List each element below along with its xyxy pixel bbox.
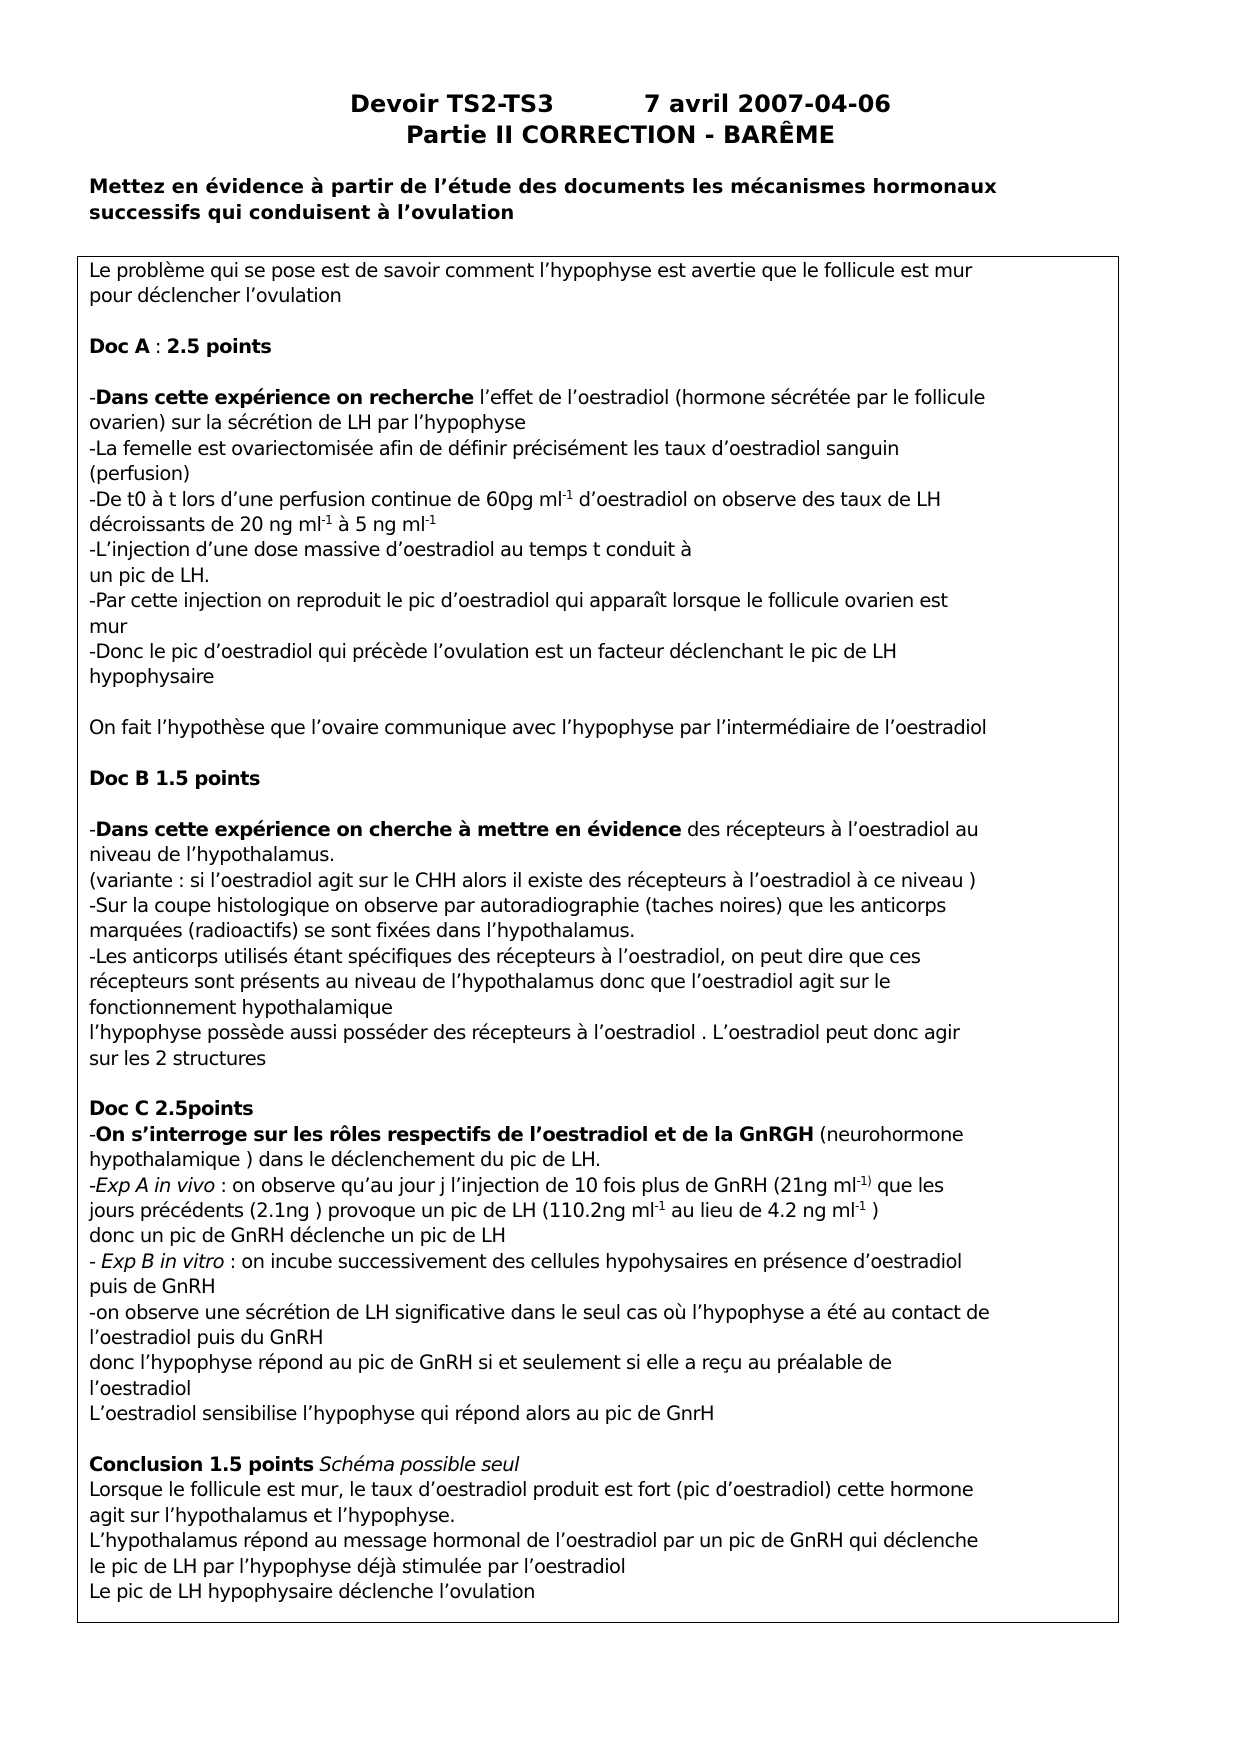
text-line: L’oestradiol sensibilise l’hypophyse qui répond alors au pic de GnrH — [89, 1402, 715, 1426]
text-line: ovarien) sur la sécrétion de LH par l’hypophyse — [89, 411, 526, 435]
section-heading: Doc C 2.5points — [89, 1097, 254, 1121]
text-line: donc un pic de GnRH déclenche un pic de LH — [89, 1224, 506, 1248]
text-line: un pic de LH. — [89, 563, 210, 587]
answer-content — [89, 258, 1119, 1604]
intro-section — [89, 258, 1119, 309]
text-line: -Par cette injection on reproduit le pic d’oestradiol qui apparaît lorsque le follicule ovarien est — [89, 589, 948, 613]
text-line: -Exp A in vivo : on observe qu’au jour j l’injection de 10 fois plus de GnRH (21ng $ml^{-1)}$ que les — [89, 1173, 944, 1197]
text-line: l’hypophyse possède aussi posséder des récepteurs à l’oestradiol . L’oestradiol peut donc agir — [89, 1021, 960, 1045]
section-heading: Doc A : 2.5 points — [89, 335, 272, 359]
text-line: (perfusion) — [89, 462, 190, 486]
document-title — [0, 89, 1241, 119]
text-line: décroissants de 20 ng $ml^{-1}$ à 5 ng $ml^{-1}$ — [89, 513, 436, 537]
text-line: -Dans cette expérience on cherche à mettre en évidence des récepteurs à l’oestradiol au — [89, 817, 979, 841]
text-line: hypophysaire — [89, 665, 214, 689]
text-line: niveau de l’hypothalamus. — [89, 843, 335, 867]
section-heading: Doc B 1.5 points — [89, 767, 260, 791]
doc-a-section — [89, 334, 1119, 740]
text-line: l’oestradiol — [89, 1376, 191, 1400]
text-line: -La femelle est ovariectomisée afin de définir précisément les taux d’oestradiol sanguin — [89, 436, 899, 460]
text-line: L’hypothalamus répond au message hormonal de l’oestradiol par un pic de GnRH qui déclenche — [89, 1529, 978, 1553]
text-line: -Sur la coupe histologique on observe par autoradiographie (taches noires) que les anticorps — [89, 894, 946, 918]
text-line: -On s’interroge sur les rôles respectifs de l’oestradiol et de la GnRGH (neurohormone — [89, 1122, 964, 1146]
hypothesis-line: On fait l’hypothèse que l’ovaire communique avec l’hypophyse par l’intermédiaire de l’oestradiol — [89, 716, 987, 740]
text-line: -De t0 à t lors d’une perfusion continue de 60pg $ml^{-1}$ d’oestradiol on observe des taux de LH — [89, 487, 941, 511]
exam-question — [89, 174, 1089, 226]
doc-b-section — [89, 766, 1119, 1071]
text-line: puis de GnRH — [89, 1275, 216, 1299]
text-line: hypothalamique ) dans le déclenchement du pic de LH. — [89, 1148, 601, 1172]
text-line: -Les anticorps utilisés étant spécifiques des récepteurs à l’oestradiol, on peut dire que ces — [89, 944, 921, 968]
text-line: le pic de LH par l’hypophyse déjà stimulée par l’oestradiol — [89, 1554, 626, 1578]
text-line: marquées (radioactifs) se sont fixées dans l’hypothalamus. — [89, 919, 635, 943]
text-line: -L’injection d’une dose massive d’oestradiol au temps t conduit à — [89, 538, 692, 562]
text-line: Le problème qui se pose est de savoir comment l’hypophyse est avertie que le follicule est mur — [89, 259, 972, 282]
text-line: agit sur l’hypothalamus et l’hypophyse. — [89, 1503, 456, 1527]
text-line: Le pic de LH hypophysaire déclenche l’ovulation — [89, 1580, 535, 1604]
text-line: -Donc le pic d’oestradiol qui précède l’ovulation est un facteur déclenchant le pic de LH — [89, 640, 897, 664]
text-line: -on observe une sécrétion de LH significative dans le seul cas où l’hypophyse a été au contact de — [89, 1300, 990, 1324]
text-line: mur — [89, 614, 127, 638]
text-line: l’oestradiol puis du GnRH — [89, 1325, 324, 1349]
text-line: sur les 2 structures — [89, 1046, 266, 1070]
title-date: 7 avril 2007-04-06 — [643, 90, 891, 118]
question-line: successifs qui conduisent à l’ovulation — [89, 201, 515, 224]
text-line: fonctionnement hypothalamique — [89, 995, 393, 1019]
section-heading: Conclusion 1.5 points Schéma possible seul — [89, 1452, 519, 1476]
text-line: pour déclencher l’ovulation — [89, 284, 342, 308]
text-line: récepteurs sont présents au niveau de l’hypothalamus donc que l’oestradiol agit sur le — [89, 970, 891, 994]
question-line: Mettez en évidence à partir de l’étude des documents les mécanismes hormonaux — [89, 175, 997, 198]
conclusion-section — [89, 1452, 1119, 1604]
text-line: jours précédents (2.1ng ) provoque un pic de LH (110.2ng $ml^{-1}$ au lieu de 4.2 ng $ml^{-1}$ ) — [89, 1198, 879, 1222]
text-line: Lorsque le follicule est mur, le taux d’oestradiol produit est fort (pic d’oestradiol) cette hormone — [89, 1478, 974, 1502]
text-line: (variante : si l’oestradiol agit sur le CHH alors il existe des récepteurs à l’oestradiol à ce niveau ) — [89, 868, 976, 892]
document-subtitle: Partie II CORRECTION - BARÊME — [406, 121, 835, 149]
text-line: -Dans cette expérience on recherche l’effet de l’oestradiol (hormone sécrétée par le follicule — [89, 386, 985, 409]
text-line: donc l’hypophyse répond au pic de GnRH si et seulement si elle a reçu au préalable de — [89, 1351, 892, 1375]
title-class: Devoir TS2-TS3 — [350, 90, 554, 118]
doc-c-section — [89, 1096, 1119, 1426]
text-line: - Exp B in vitro : on incube successivement des cellules hypohysaires en présence d’oestradiol — [89, 1249, 962, 1273]
